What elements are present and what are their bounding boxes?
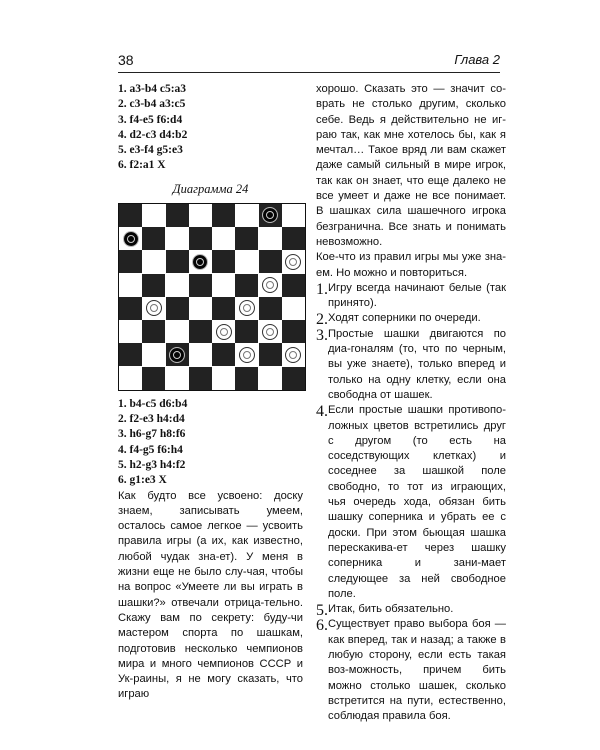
white-checker-g3	[262, 324, 278, 340]
board-square-d3	[189, 320, 212, 343]
board-square-h5	[282, 274, 305, 297]
body-paragraph: Как будто все усвоено: доску знаем, записывать умеем, осталось самое легкое — усвоить правила игры (а их, как известно, любой чудак зна-ет). У меня в жизни еще не было слу-чая, чтобы на вопрос «Умеете ли вы играть в шашки?» отвечали отрица-тельно. Скажу вам по секрету: буду-чи мастером спорта по шашкам, подготовив несколько чемпионов мира и много чемпионов СССР и Ук-раины, я не могу сказать, что играю	[118, 489, 303, 701]
board-square-a5	[119, 274, 142, 297]
move-line: 6. g1:e3 X	[118, 474, 167, 487]
move-line: 4. f4-g5 f6:h4	[118, 443, 183, 456]
checkers-board	[118, 203, 306, 391]
move-line: 3. h6-g7 h8:f6	[118, 428, 186, 441]
move-line: 4. d2-c3 d4:b2	[118, 128, 188, 141]
white-checker-e3	[216, 324, 232, 340]
board-square-h4	[282, 297, 305, 320]
rule-item: 1. Игру всегда начинают белые (так принято).	[316, 280, 506, 310]
board-square-a3	[119, 320, 142, 343]
move-line: 3. f4-e5 f6:d4	[118, 113, 183, 126]
board-square-d8	[189, 204, 212, 227]
right-column	[316, 82, 506, 724]
board-square-f3	[235, 320, 258, 343]
board-square-g7	[259, 227, 282, 250]
left-column	[118, 82, 303, 703]
move-line: 2. f2-e3 h4:d4	[118, 413, 185, 426]
board-square-h1	[282, 367, 305, 390]
rule-item: 5. Итак, бить обязательно.	[316, 602, 454, 620]
board-square-b8	[142, 204, 165, 227]
page-number: 38	[118, 52, 134, 68]
move-list-bottom	[118, 397, 303, 489]
black-checker-a7	[123, 231, 139, 247]
move-line: 6. f2:a1 X	[118, 159, 166, 172]
rule-item: 6. Существует право выбора боя — как вперед, так и назад; а также в любую сторону, если есть такая воз-можность, причем бить можно столько шашек, сколько встретится на пути, естественно, соблюдая правила боя.	[316, 617, 506, 723]
body-paragraph: хорошо. Сказать это — значит со-врать не столько другим, сколько себе. Ведь я действительно не иг-раю так, как мне хотелось бы, как я мечтал… Такое вряд ли вам скажет даже самый сильный в мире игрок, так как он знает, что еще далеко не все умеет и даже не все понимает. В шашках сила шашечного игрока безгранична. Все знать и понимать невозможно.	[316, 83, 506, 248]
board-square-e2	[212, 343, 235, 366]
board-square-c6	[166, 250, 189, 273]
board-square-b6	[142, 250, 165, 273]
board-square-e8	[212, 204, 235, 227]
diagram-title: Диаграмма 24	[172, 181, 249, 196]
move-line: 1. b4-c5 d6:b4	[118, 397, 188, 410]
black-checker-c2	[169, 347, 185, 363]
board-square-c7	[166, 227, 189, 250]
board-square-b1	[142, 367, 165, 390]
board-square-e5	[212, 274, 235, 297]
board-square-d4	[189, 297, 212, 320]
move-line: 5. e3-f4 g5:e3	[118, 144, 183, 157]
board-square-g2	[259, 343, 282, 366]
board-square-c1	[166, 367, 189, 390]
board-square-d1	[189, 367, 212, 390]
board-square-g6	[259, 250, 282, 273]
board-square-d7	[189, 227, 212, 250]
board-square-d5	[189, 274, 212, 297]
board-square-f8	[235, 204, 258, 227]
page-header	[118, 50, 500, 73]
board-square-e6	[212, 250, 235, 273]
board-square-b2	[142, 343, 165, 366]
move-line: 1. a3-b4 c5:a3	[118, 83, 187, 95]
board-square-c8	[166, 204, 189, 227]
body-paragraph: Кое-что из правил игры мы уже зна-ем. Но можно и повториться.	[316, 251, 506, 279]
board-square-b5	[142, 274, 165, 297]
board-square-e4	[212, 297, 235, 320]
board-square-g4	[259, 297, 282, 320]
board-square-h8	[282, 204, 305, 227]
board-square-h3	[282, 320, 305, 343]
board-square-b3	[142, 320, 165, 343]
white-checker-f2	[239, 347, 255, 363]
board-square-d2	[189, 343, 212, 366]
board-square-a2	[119, 343, 142, 366]
board-square-a4	[119, 297, 142, 320]
board-square-f1	[235, 367, 258, 390]
rule-item: 2. Ходят соперники по очереди.	[316, 311, 481, 329]
board-square-a1	[119, 367, 142, 390]
rules-list	[316, 281, 506, 725]
board-square-c3	[166, 320, 189, 343]
board-square-b7	[142, 227, 165, 250]
board-square-f7	[235, 227, 258, 250]
board-square-e7	[212, 227, 235, 250]
board-square-c5	[166, 274, 189, 297]
rule-item: 3. Простые шашки двигаются по диа-гоналям (то, что по черным, вы уже знаете), только вперед и только на одну клетку, если она свободна от шашек.	[316, 326, 506, 401]
chapter-title: Глава 2	[454, 52, 500, 67]
board-square-e1	[212, 367, 235, 390]
board-square-a8	[119, 204, 142, 227]
board-square-h7	[282, 227, 305, 250]
move-list-top	[118, 82, 303, 174]
board-square-a6	[119, 250, 142, 273]
board-square-f5	[235, 274, 258, 297]
board-square-g1	[259, 367, 282, 390]
board-square-f6	[235, 250, 258, 273]
move-line: 2. c3-b4 a3:c5	[118, 98, 186, 111]
rule-item: 4. Если простые шашки противопо-ложных цветов встретились друг с другом (то есть на соседствующих клетках) и соседнее за шашкой поле свободно, то тот из играющих, чья очередь хода, обязан бить шашку соперника и убрать ее с доски. При этом бьющая шашка перескакива-ет через шашку соперника и зани-мает следующее за ней свободное поле.	[316, 403, 506, 600]
board-square-c4	[166, 297, 189, 320]
move-line: 5. h2-g3 h4:f2	[118, 458, 186, 471]
